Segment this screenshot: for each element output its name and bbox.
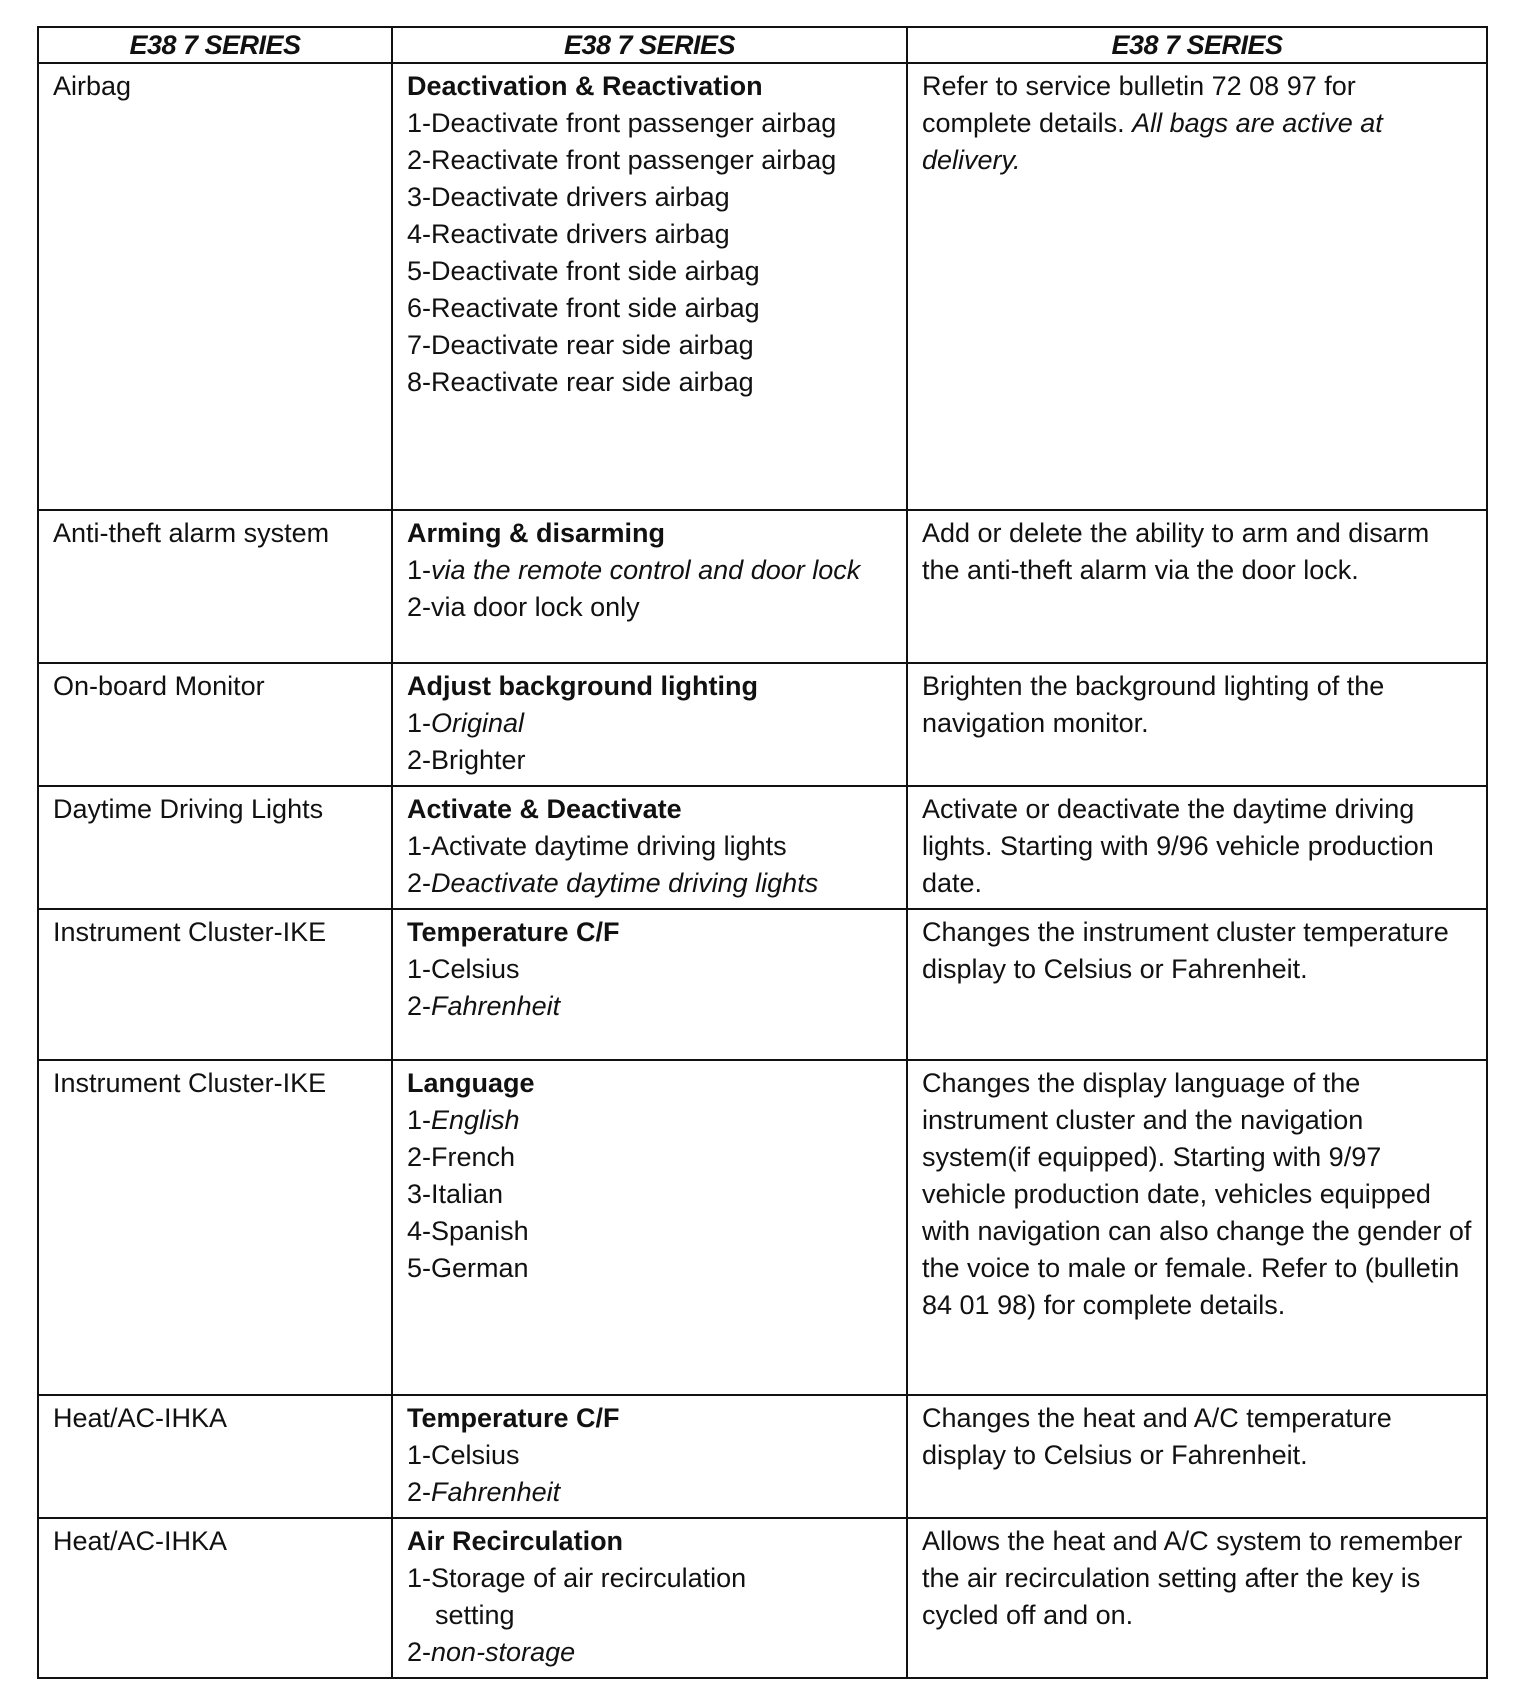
- table-row: [38, 786, 1487, 909]
- options-cell: [392, 1395, 907, 1518]
- description-cell: [907, 663, 1487, 786]
- table-row: [38, 663, 1487, 786]
- option-item: 2-French: [407, 1142, 516, 1172]
- option-item: [407, 1634, 892, 1671]
- feature-cell: Airbag: [38, 63, 392, 510]
- description-text: Brighten the background lighting of the navigation monitor.: [922, 671, 1385, 738]
- option-item: 1-Celsius: [407, 1440, 520, 1470]
- option-title: Temperature C/F: [407, 917, 620, 947]
- options-cell: [392, 510, 907, 663]
- option-item: 1-Deactivate front passenger airbag: [407, 108, 837, 138]
- option-item: setting: [435, 1600, 515, 1630]
- description-cell: [907, 909, 1487, 1060]
- feature-cell: Heat/AC-IHKA: [38, 1518, 392, 1678]
- table-row: [38, 1395, 1487, 1518]
- option-item: 5-Deactivate front side airbag: [407, 256, 760, 286]
- option-title: Arming & disarming: [407, 518, 666, 548]
- option-text: Original: [431, 708, 525, 738]
- option-item: 1-Celsius: [407, 954, 520, 984]
- header-cell: E38 7 SERIES: [392, 27, 907, 63]
- option-item: [407, 552, 892, 589]
- feature-cell: Instrument Cluster-IKE: [38, 1060, 392, 1395]
- options-cell: [392, 1060, 907, 1395]
- description-text: Refer to service bulletin 72 08 97 for complete details.: [922, 71, 1356, 138]
- option-item: [407, 705, 892, 742]
- description-cell: [907, 1518, 1487, 1678]
- option-item: 2-Reactivate front passenger airbag: [407, 145, 837, 175]
- feature-cell: Instrument Cluster-IKE: [38, 909, 392, 1060]
- option-item: [407, 988, 892, 1025]
- feature-cell: Daytime Driving Lights: [38, 786, 392, 909]
- table-row: [38, 63, 1487, 510]
- option-prefix: 2-: [407, 991, 432, 1021]
- header-cell: E38 7 SERIES: [38, 27, 392, 63]
- description-text: Changes the instrument cluster temperature display to Celsius or Fahrenheit.: [922, 917, 1449, 984]
- option-item: [407, 1102, 892, 1139]
- option-item: 1-Storage of air recirculation: [407, 1563, 747, 1593]
- table-row: [38, 909, 1487, 1060]
- option-title: Language: [407, 1068, 535, 1098]
- feature-cell: Anti-theft alarm system: [38, 510, 392, 663]
- option-item: 3-Italian: [407, 1179, 504, 1209]
- options-cell: [392, 663, 907, 786]
- options-cell: [392, 1518, 907, 1678]
- option-prefix: 1-: [407, 1105, 432, 1135]
- description-text: Changes the display language of the instrument cluster and the navigation system(if equipped). Starting with 9/97 vehicle production date, vehicles equipped with navigation can also change the gender of the voice to male or female. Refer to (bulletin 84 01 98) for complete details.: [922, 1068, 1472, 1320]
- option-text: Fahrenheit: [431, 1477, 561, 1507]
- option-item: [407, 1474, 892, 1511]
- option-item: 2-Brighter: [407, 745, 526, 775]
- option-title: Temperature C/F: [407, 1403, 620, 1433]
- option-prefix: 1-: [407, 708, 432, 738]
- option-title: Deactivation & Reactivation: [407, 71, 763, 101]
- option-item: 3-Deactivate drivers airbag: [407, 182, 730, 212]
- description-text: Changes the heat and A/C temperature display to Celsius or Fahrenheit.: [922, 1403, 1392, 1470]
- options-cell: [392, 909, 907, 1060]
- description-note: All bags are active at delivery.: [922, 108, 1383, 175]
- option-item: 6-Reactivate front side airbag: [407, 293, 760, 323]
- header-row: [38, 27, 1487, 63]
- option-item: 4-Spanish: [407, 1216, 529, 1246]
- option-item: [407, 865, 892, 902]
- option-text: English: [431, 1105, 520, 1135]
- option-prefix: 1-: [407, 555, 432, 585]
- option-text: non-storage: [431, 1637, 576, 1667]
- description-cell: [907, 1060, 1487, 1395]
- description-cell: [907, 63, 1487, 510]
- feature-cell: On-board Monitor: [38, 663, 392, 786]
- description-text: Activate or deactivate the daytime driving lights. Starting with 9/96 vehicle production date.: [922, 794, 1434, 898]
- option-text: Fahrenheit: [431, 991, 561, 1021]
- option-text: Deactivate daytime driving lights: [431, 868, 819, 898]
- description-text: Add or delete the ability to arm and disarm the anti-theft alarm via the door lock.: [922, 518, 1430, 585]
- option-item: 7-Deactivate rear side airbag: [407, 330, 754, 360]
- option-item: 8-Reactivate rear side airbag: [407, 367, 754, 397]
- table-row: [38, 1518, 1487, 1678]
- option-item: 1-Activate daytime driving lights: [407, 831, 787, 861]
- description-cell: [907, 510, 1487, 663]
- option-item: 4-Reactivate drivers airbag: [407, 219, 730, 249]
- option-prefix: 2-: [407, 1477, 432, 1507]
- description-cell: [907, 786, 1487, 909]
- header-cell: E38 7 SERIES: [907, 27, 1487, 63]
- description-cell: [907, 1395, 1487, 1518]
- options-cell: [392, 786, 907, 909]
- option-title: Adjust background lighting: [407, 671, 758, 701]
- option-prefix: 2-: [407, 868, 432, 898]
- table-row: [38, 510, 1487, 663]
- option-text: via the remote control and door lock: [431, 555, 861, 585]
- options-cell: [392, 63, 907, 510]
- option-title: Air Recirculation: [407, 1526, 624, 1556]
- option-prefix: 2-: [407, 1637, 432, 1667]
- table-row: [38, 1060, 1487, 1395]
- coding-options-table: [37, 26, 1488, 1679]
- description-text: Allows the heat and A/C system to remember the air recirculation setting after the key is cycled off and on.: [922, 1526, 1463, 1630]
- feature-cell: Heat/AC-IHKA: [38, 1395, 392, 1518]
- option-item: 5-German: [407, 1253, 529, 1283]
- option-item: 2-via door lock only: [407, 592, 640, 622]
- option-title: Activate & Deactivate: [407, 794, 682, 824]
